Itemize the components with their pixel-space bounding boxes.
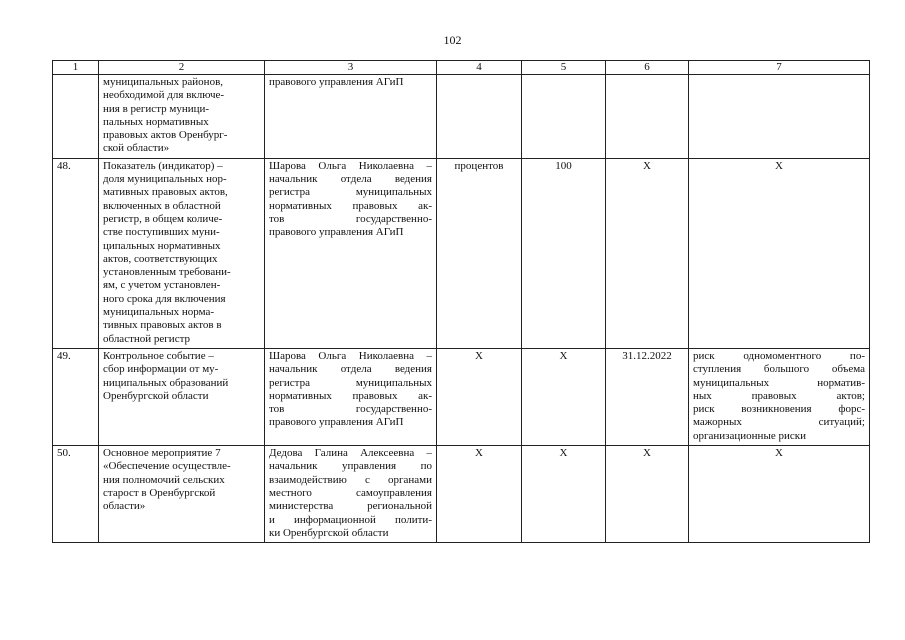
cell-text-line: ципальных нормативных [103,239,221,252]
cell-text-line: ния в регистр муници- [103,102,210,115]
date-cell [606,446,689,543]
cell-text-line: Показатель (индикатор) – [103,159,223,172]
date-cell [606,158,689,348]
cell-text-line: правового управления АГиП [269,416,404,429]
value-text: X [559,349,568,362]
table-row [53,348,870,445]
responsible-cell [265,75,437,159]
cell-text-line: сбор информации от му- [103,363,219,376]
risk-cell [689,75,870,159]
cell-text-line: Шарова Ольга Николаевна – [269,159,432,172]
cell-text-line: необходимой для включе- [103,89,225,102]
column-header: 3 [265,61,437,75]
cell-text-line: министерства региональной [269,500,432,513]
unit-cell [437,75,522,159]
cell-text-line: области» [103,500,146,513]
row-number-cell [53,75,99,159]
value-text: 100 [555,159,572,172]
cell-text-line: мативных правовых актов, [103,186,228,199]
cell-text-line: стве поступивших муни- [103,226,220,239]
cell-text-line: регистр, в общем количе- [103,212,223,225]
value-cell [522,446,606,543]
cell-text-line: организационные риски [693,429,806,442]
measure-name-cell [99,348,265,445]
cell-text-line: Шарова Ольга Николаевна – [269,349,432,362]
responsible-cell [265,348,437,445]
cell-text-line: ного срока для включения [103,292,226,305]
measure-name-cell [99,158,265,348]
risk-cell [689,348,870,445]
date-text: X [643,159,651,172]
value-text: X [559,447,568,460]
unit-cell [437,446,522,543]
row-number-cell [53,348,99,445]
cell-text-line: риск одномоментного по- [693,349,865,362]
row-number: 48. [57,159,71,172]
column-number-row [53,61,870,75]
cell-text-line: Дедова Галина Алексеевна – [269,447,432,460]
column-header: 4 [437,61,522,75]
cell-text-line: включенных в областной [103,199,221,212]
cell-text-line: X [775,159,783,172]
cell-text-line: начальник управления по [269,460,432,473]
value-cell [522,75,606,159]
row-number-cell [53,446,99,543]
unit-text: X [475,447,483,460]
responsible-cell [265,158,437,348]
value-cell [522,348,606,445]
cell-text-line: пальных нормативных [103,115,209,128]
cell-text-line: ных правовых актов; [693,389,865,402]
column-header: 6 [606,61,689,75]
column-header: 1 [53,61,99,75]
date-cell [606,75,689,159]
cell-text-line: Оренбургской области [103,389,209,402]
cell-text-line: регистра муниципальных [269,186,432,199]
table-row [53,446,870,543]
cell-text-line: муниципальных норма- [103,306,215,319]
unit-cell [437,158,522,348]
cell-text-line: тов государственно- [269,212,432,225]
cell-text-line: Контрольное событие – [103,349,214,362]
responsible-cell [265,446,437,543]
cell-text-line: старост в Оренбургской [103,486,216,499]
cell-text-line: правового управления АГиП [269,226,404,239]
cell-text-line: взаимодействию с органами [269,473,432,486]
date-text: 31.12.2022 [622,349,672,362]
row-number-cell [53,158,99,348]
unit-text: X [475,349,483,362]
risk-cell [689,446,870,543]
risk-cell [689,158,870,348]
measures-table [52,60,870,543]
cell-text-line: начальник отдела ведения [269,363,432,376]
date-text: X [643,447,651,460]
column-header: 5 [522,61,606,75]
cell-text-line: начальник отдела ведения [269,173,432,186]
cell-text-line: Основное мероприятие 7 [103,447,221,460]
column-header: 2 [99,61,265,75]
table-row [53,75,870,159]
cell-text-line: X [775,447,783,460]
cell-text-line: мажорных ситуаций; [693,416,865,429]
cell-text-line: установленным требовани- [103,266,231,279]
cell-text-line: доля муниципальных нор- [103,173,227,186]
cell-text-line: ния полномочий сельских [103,473,225,486]
measure-name-cell [99,446,265,543]
cell-text-line: регистра муниципальных [269,376,432,389]
column-header: 7 [689,61,870,75]
cell-text-line: правового управления АГиП [269,76,404,88]
cell-text-line: тов государственно- [269,403,432,416]
row-number: 49. [57,349,71,362]
cell-text-line: муниципальных норматив- [693,376,865,389]
cell-text-line: ки Оренбургской области [269,526,389,539]
unit-cell [437,348,522,445]
cell-text-line: правовых актов Оренбург- [103,129,228,142]
table-row [53,158,870,348]
cell-text-line: «Обеспечение осуществле- [103,460,231,473]
cell-text-line: ской области» [103,142,170,155]
cell-text-line: местного самоуправления [269,486,432,499]
cell-text-line: риск возникновения форс- [693,403,865,416]
cell-text-line: муниципальных районов, [103,76,224,88]
page-number: 102 [443,33,462,47]
cell-text-line: областной регистр [103,332,191,345]
cell-text-line: актов, соответствующих [103,252,218,265]
row-number: 50. [57,447,71,460]
unit-text: процентов [454,159,504,172]
cell-text-line: нормативных правовых ак- [269,199,432,212]
cell-text-line: тивных правовых актов в [103,319,222,332]
cell-text-line: ступления большого объема [693,363,865,376]
cell-text-line: и информационной полити- [269,513,432,526]
cell-text-line: ниципальных образований [103,376,229,389]
cell-text-line: нормативных правовых ак- [269,389,432,402]
cell-text-line: ям, с учетом установлен- [103,279,221,292]
measure-name-cell [99,75,265,159]
date-cell [606,348,689,445]
value-cell [522,158,606,348]
